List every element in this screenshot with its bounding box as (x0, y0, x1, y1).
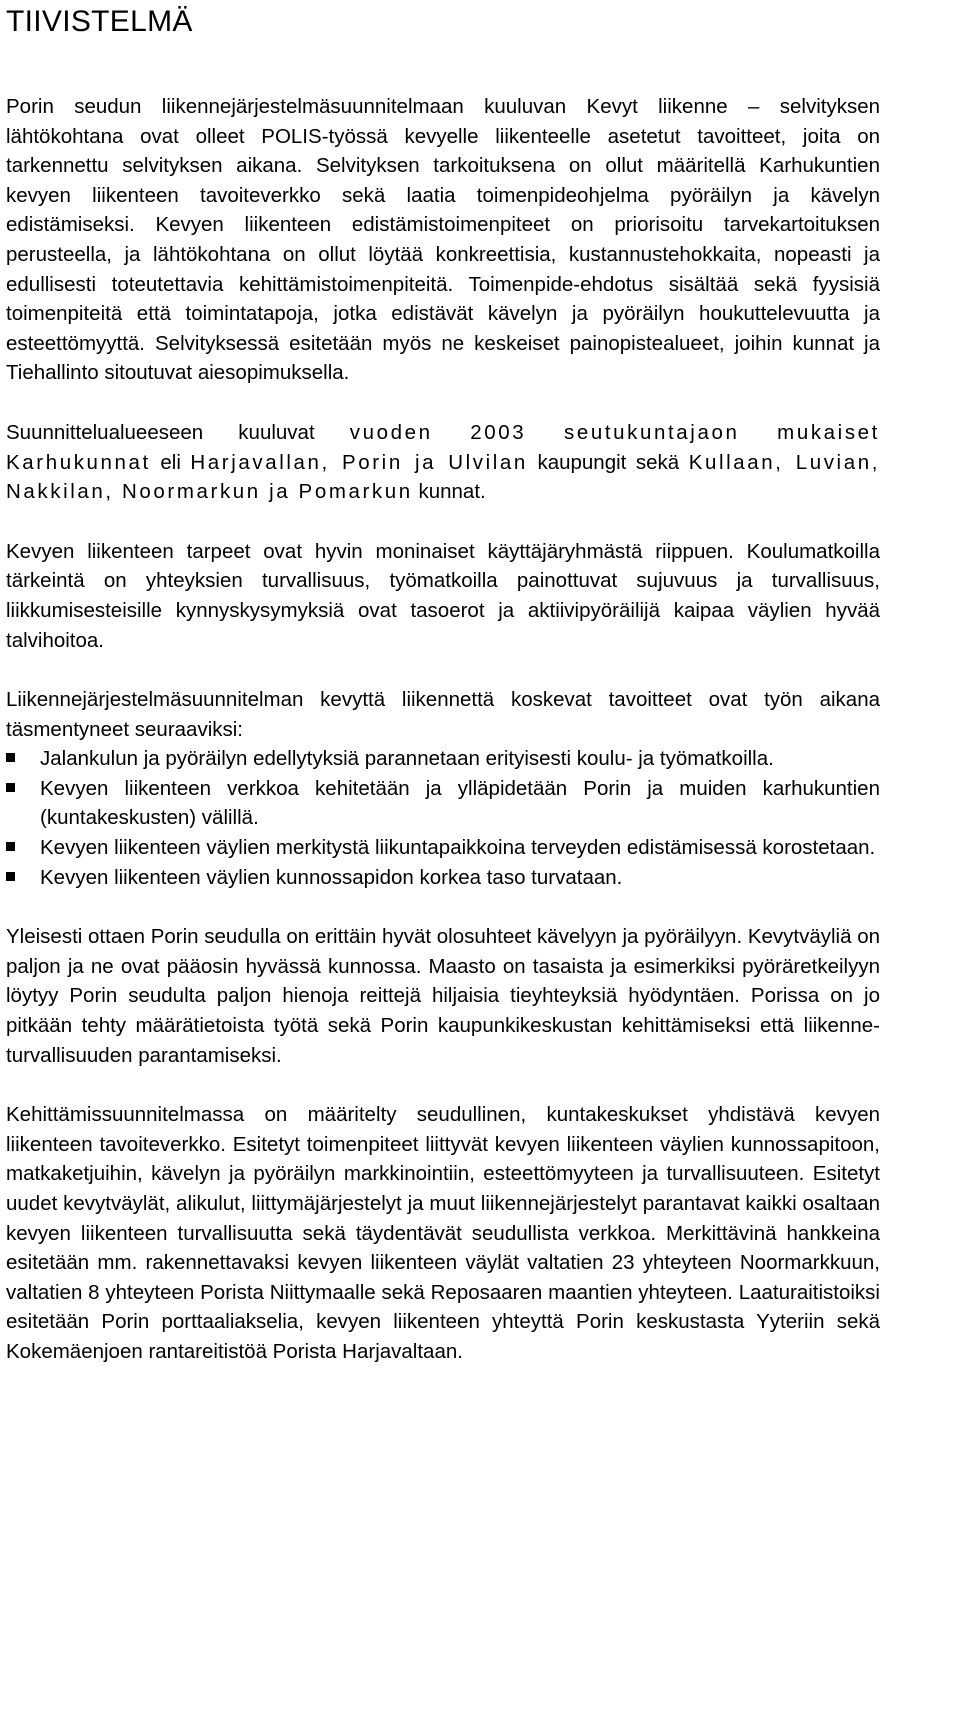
goal-text: Kevyen liikenteen väylien merkitystä liikuntapaikkoina terveyden edistämisessä korostetaan. (40, 836, 876, 860)
square-bullet-icon (6, 842, 15, 851)
goal-list-item (6, 774, 880, 833)
document-page (6, 0, 880, 1367)
goal-text: Jalankulun ja pyöräilyn edellytyksiä parannetaan erityisesti koulu- ja työmatkoilla. (40, 747, 774, 771)
paragraph-2-emphasis-municipalities: Kullaan, Luvian, Nakkilan, Noormarkun ja Pomarkun (6, 450, 881, 504)
paragraph-2-text-c: eli (150, 450, 191, 474)
goals-bullet-list (6, 744, 880, 892)
paragraph-2-text-g: kunnat. (412, 480, 486, 504)
paragraph-2-text-e: kaupungit sekä (527, 450, 689, 474)
paragraph-2-text-a: Suunnittelualueeseen kuuluvat (6, 420, 350, 444)
summary-paragraph-6: Kehittämissuunnitelmassa on määritelty seudullinen, kuntakeskukset yhdistävä kevyen liikenteen tavoiteverkko. Esitetyt toimenpiteet liittyvät kevyen liikenteen väylien kunnossapitoon, matkaketjuihin, kävelyn ja pyöräilyn markkinointiin, esteettömyyteen ja turvallisuuteen. Esitetyt uudet kevytväylät, alikulut, liittymäjärjestelyt ja muut liikennejärjestelyt parantavat kaikki osaltaan kevyen liikenteen turvallisuutta sekä täydentävät seudullista verkkoa. Merkittävinä hankkeina esitetään mm. rakennettavaksi kevyen liikenteen väylät valtatien 23 yhteyteen Noormarkkuun, valtatien 8 yhteyteen Porista Niittymaalle sekä Reposaaren maantien yhteyteen. Laaturaitistoiksi esitetään Porin porttaaliakselia, kevyen liikenteen yhteyttä Porin keskustasta Yyteriin sekä Kokemäenjoen rantareitistöä Porista Harjavaltaan. (6, 1103, 880, 1363)
goal-list-item (6, 744, 880, 774)
square-bullet-icon (6, 872, 15, 881)
paragraph-2-emphasis-karhukunnat: vuoden 2003 seutukuntajaon mukaiset Karhukunnat (6, 420, 880, 474)
summary-paragraph-2 (6, 418, 880, 507)
goal-list-item (6, 863, 880, 893)
summary-paragraph-4: Liikennejärjestelmäsuunnitelman kevyttä liikennettä koskevat tavoitteet ovat työn aikana täsmentyneet seuraaviksi: (6, 688, 880, 741)
goal-text: Kevyen liikenteen väylien kunnossapidon korkea taso turvataan. (40, 865, 623, 889)
document-title: TIIVISTELMÄ (6, 5, 193, 38)
square-bullet-icon (6, 753, 15, 762)
summary-paragraph-3: Kevyen liikenteen tarpeet ovat hyvin moninaiset käyttäjäryhmästä riippuen. Koulumatkoilla tärkeintä on yhteyksien turvallisuus, työmatkoilla painottuvat sujuvuus ja turvallisuus, liikkumisesteisille kynnyskysymyksiä ovat tasoerot ja aktiivipyöräilijä kaipaa väylien hyvää talvihoitoa. (6, 539, 880, 652)
summary-paragraph-5: Yleisesti ottaen Porin seudulla on erittäin hyvät olosuhteet kävelyyn ja pyöräilyyn. Kevytväyliä on paljon ja ne ovat pääosin hyvässä kunnossa. Maasto on tasaista ja esimerkiksi pyöräretkeilyyn löytyy Porin seudulta paljon hienoja reittejä hiljaisia tieyhteyksiä hyödyntäen. Porissa on jo pitkään tehty määrätietoista työtä sekä Porin kaupunkikeskustan kehittämiseksi että liikenneturvallisuuden parantamiseksi. (6, 925, 881, 1067)
goal-text: Kevyen liikenteen verkkoa kehitetään ja ylläpidetään Porin ja muiden karhukuntien (kuntakeskusten) välillä. (40, 776, 880, 830)
goal-list-item (6, 833, 880, 863)
paragraph-2-emphasis-cities: Harjavallan, Porin ja Ulvilan (190, 450, 528, 474)
square-bullet-icon (6, 783, 15, 792)
summary-paragraph-1: Porin seudun liikennejärjestelmäsuunnitelmaan kuuluvan Kevyt liikenne – selvityksen lähtökohtana ovat olleet POLIS-työssä kevyelle liikenteelle asetetut tavoitteet, joita on tarkennettu selvityksen aikana. Selvityksen tarkoituksena on ollut määritellä Karhukuntien kevyen liikenteen tavoiteverkko sekä laatia toimenpideohjelma pyöräilyn ja kävelyn edistämiseksi. Kevyen liikenteen edistämistoimenpiteet on priorisoitu tarvekartoituksen perusteella, ja lähtökohtana on ollut löytää konkreettisia, kustannustehokkaita, nopeasti ja edullisesti toteutettavia kehittämistoimenpiteitä. Toimenpide-ehdotus sisältää sekä fyysisiä toimenpiteitä että toimintatapoja, jotka edistävät kävelyn ja pyöräilyn houkuttelevuutta ja esteettömyyttä. Selvityksessä esitetään myös ne keskeiset painopistealueet, joihin kunnat ja Tiehallinto sitoutuvat aiesopimuksella. (6, 95, 880, 385)
